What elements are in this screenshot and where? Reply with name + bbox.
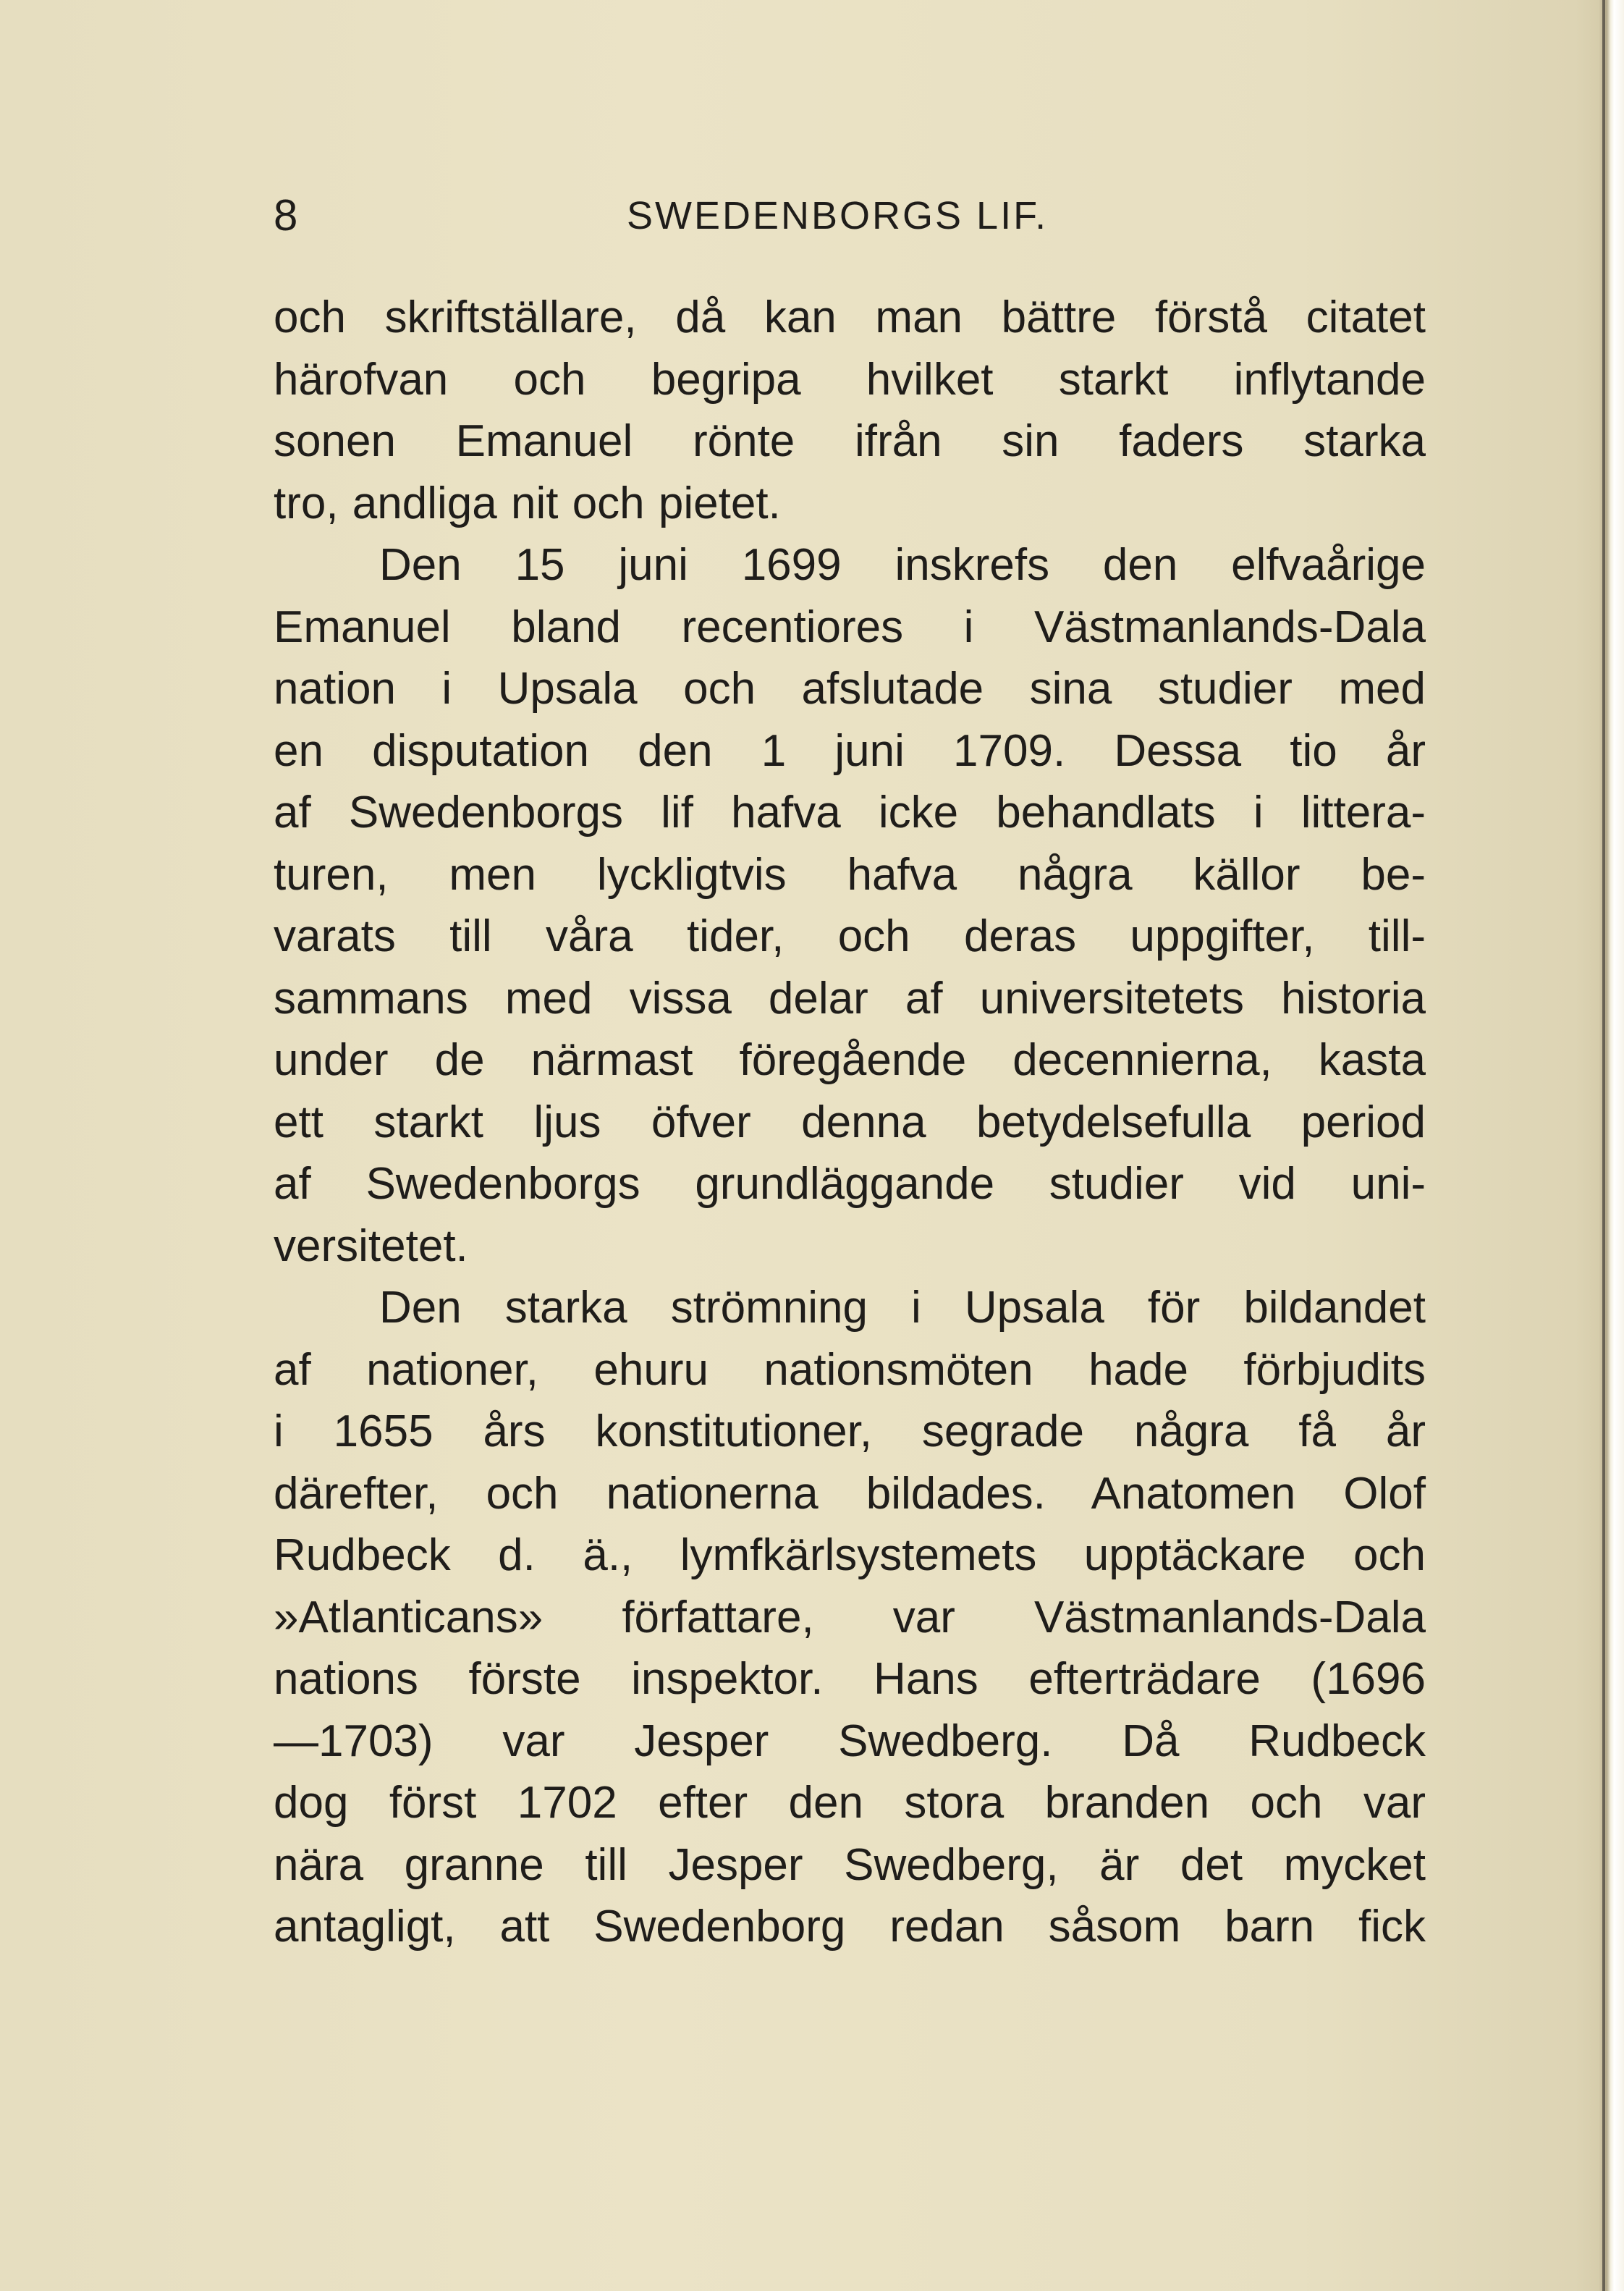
text-line: Den starka strömning i Upsala för bildandet [379, 1283, 1426, 1333]
text-line: och skriftställare, då kan man bättre förstå citatet [274, 292, 1426, 342]
text-line: härofvan och begripa hvilket starkt inflytande [274, 354, 1426, 405]
text-line: af Swedenborgs grundläggande studier vid uni- [274, 1159, 1426, 1209]
text-line: nation i Upsala och afslutade sina studier med [274, 664, 1426, 714]
text-line: af nationer, ehuru nationsmöten hade förbjudits [274, 1344, 1426, 1395]
page-header [274, 190, 1431, 241]
page-number: 8 [274, 191, 298, 240]
body-text [274, 287, 1426, 1958]
text-line: Den 15 juni 1699 inskrefs den elfvaårige [379, 540, 1426, 590]
text-line: turen, men lyckligtvis hafva några källor be- [274, 849, 1426, 900]
binding-edge-line [1602, 0, 1605, 2291]
text-line: dog först 1702 efter den stora branden och var [274, 1778, 1426, 1828]
text-line: antagligt, att Swedenborg redan såsom barn fick [274, 1902, 1426, 1952]
text-line: nära granne till Jesper Swedberg, är det mycket [274, 1839, 1426, 1890]
running-title: SWEDENBORGS LIF. [627, 194, 1049, 237]
text-line: af Swedenborgs lif hafva icke behandlats i littera- [274, 788, 1426, 837]
text-line: tro, andliga nit och pietet. [274, 478, 781, 528]
text-line: sonen Emanuel rönte ifrån sin faders starka [274, 416, 1426, 466]
text-line: varats till våra tider, och deras uppgifter, till- [274, 911, 1426, 961]
text-line: Emanuel bland recentiores i Västmanlands-Dala [274, 602, 1426, 652]
text-line: —1703) var Jesper Swedberg. Då Rudbeck [274, 1716, 1426, 1766]
text-line: nations förste inspektor. Hans efterträdare (1696 [274, 1654, 1426, 1704]
text-line: under de närmast föregående decennierna, kasta [274, 1035, 1426, 1085]
text-line: Rudbeck d. ä., lymfkärlsystemets upptäckare och [274, 1530, 1426, 1580]
text-line: »Atlanticans» författare, var Västmanlands-Dala [274, 1592, 1426, 1642]
text-line: sammans med vissa delar af universitetets historia [274, 973, 1426, 1024]
text-line: en disputation den 1 juni 1709. Dessa tio år [274, 725, 1426, 776]
text-line: versitetet. [274, 1220, 468, 1271]
text-line: i 1655 års konstitutioner, segrade några få år [274, 1406, 1426, 1456]
text-line: därefter, och nationerna bildades. Anatomen Olof [274, 1468, 1426, 1519]
text-line: ett starkt ljus öfver denna betydelsefulla period [274, 1097, 1426, 1147]
